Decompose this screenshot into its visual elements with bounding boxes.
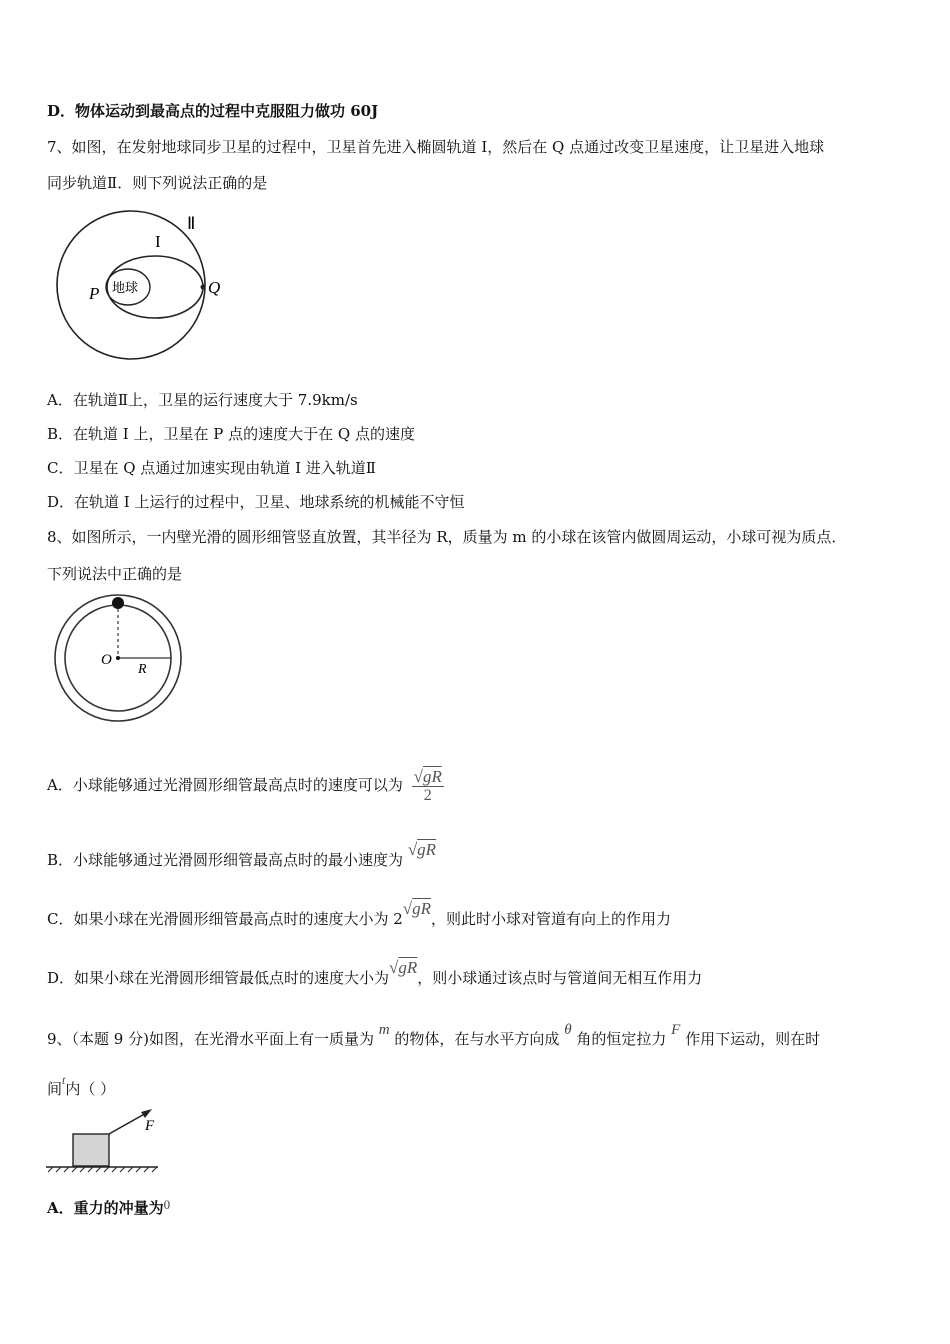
q7-stem-line2: 同步轨道Ⅱ．则下列说法正确的是	[47, 174, 268, 192]
sqrt-gr: √gR	[402, 899, 432, 918]
symbol-t: t	[62, 1073, 66, 1087]
q9-block-figure	[44, 1106, 164, 1176]
q8-option-a	[47, 760, 444, 810]
radius-label: R	[138, 662, 147, 677]
sqrt-gr: √gR	[389, 958, 418, 977]
block	[73, 1134, 109, 1166]
q7-orbit-figure	[45, 205, 245, 365]
q8-tube-figure	[48, 594, 188, 724]
q9-stem-line1: 9、（本题 9 分)如图，在光滑水平面上有一质量为 m 的物体，在与水平方向成 θ 角的恒定拉力 F 作用下运动，则在时	[47, 1022, 821, 1048]
q8-stem-line1: 8、如图所示，一内壁光滑的圆形细管竖直放置，其半径为 R，质量为 m 的小球在该管内做圆周运动，小球可视为质点．	[47, 528, 847, 546]
earth-label: 地球	[112, 281, 139, 296]
orbit-i-label: I	[155, 232, 161, 251]
q8-option-c: C．如果小球在光滑圆形细管最高点时的速度大小为 2√gR，则此时小球对管道有向上的作用力	[47, 899, 672, 928]
ball	[112, 597, 124, 609]
q8-option-d-text: D．如果小球在光滑圆形细管最低点时的速度大小为	[47, 969, 390, 987]
q7-stem-line1: 7、如图，在发射地球同步卫星的过程中，卫星首先进入椭圆轨道 I，然后在 Q 点通过改变卫星速度，让卫星进入地球	[47, 138, 825, 156]
q9-option-a: A．重力的冲量为0	[47, 1197, 171, 1217]
q8-option-d: D．如果小球在光滑圆形细管最低点时的速度大小为√gR，则小球通过该点时与管道间无相互作用力	[47, 958, 703, 987]
point-p-label: P	[89, 284, 100, 303]
force-label: F	[145, 1118, 155, 1134]
sqrt-gr-over-2: $\frac{√gR}{2}$	[413, 766, 442, 804]
q8-option-c-text: C．如果小球在光滑圆形细管最高点时的速度大小为 2	[47, 910, 403, 928]
center-dot	[116, 656, 120, 660]
symbol-m: m	[378, 1022, 390, 1038]
q6-option-d: D．物体运动到最高点的过程中克服阻力做功 60J	[47, 102, 379, 120]
q8-stem-line2: 下列说法中正确的是	[47, 565, 183, 583]
q9-stem-line2: 间$^t$内（ ）	[47, 1073, 116, 1098]
point-q-dot	[201, 285, 206, 290]
q8-option-b	[47, 840, 437, 870]
q7-option-c: C．卫星在 Q 点通过加速实现由轨道 I 进入轨道Ⅱ	[47, 459, 376, 477]
symbol-f: F	[671, 1022, 681, 1038]
symbol-theta: θ	[564, 1022, 572, 1038]
orbit-ii-label: Ⅱ	[187, 214, 196, 233]
q8-option-a-text: A．小球能够通过光滑圆形细管最高点时的速度可以为	[47, 776, 403, 794]
q7-option-b: B．在轨道 I 上，卫星在 P 点的速度大于在 Q 点的速度	[47, 425, 415, 443]
force-arrow-line	[109, 1112, 148, 1134]
center-label: O	[101, 652, 112, 668]
point-q-label: Q	[208, 278, 221, 297]
force-arrowhead	[141, 1109, 152, 1118]
sqrt-gr: √gR	[407, 840, 437, 859]
q8-option-b-text: B．小球能够通过光滑圆形细管最高点时的最小速度为	[47, 851, 404, 869]
q7-option-a: A．在轨道Ⅱ上，卫星的运行速度大于 7.9km/s	[47, 391, 358, 409]
q7-option-d: D．在轨道 I 上运行的过程中，卫星、地球系统的机械能不守恒	[47, 493, 465, 511]
symbol-zero: 0	[163, 1197, 171, 1212]
